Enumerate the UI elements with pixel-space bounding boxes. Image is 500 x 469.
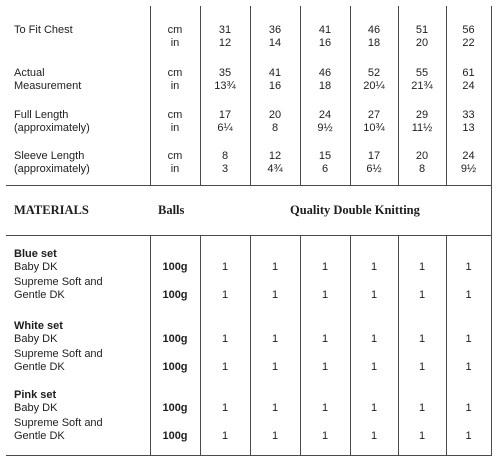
sleeve-in-cell: 6½	[366, 163, 382, 175]
ball-count-cell: 1	[321, 333, 329, 345]
quality-heading: Quality Double Knitting	[290, 203, 420, 217]
ball-count-cell: 1	[418, 289, 426, 301]
sleeve-cm-cell: 17	[367, 150, 381, 162]
section-divider	[6, 235, 492, 236]
chest-cm-cell: 46	[367, 24, 381, 36]
ball-count-cell: 1	[321, 289, 329, 301]
ball-weight: 100g	[162, 333, 188, 345]
actual-in-cell: 21¾	[411, 80, 433, 92]
actual-in-cell: 24	[462, 80, 475, 92]
ball-count-cell: 1	[321, 402, 329, 414]
row-label-sleeve: Sleeve Length	[14, 150, 85, 162]
chest-cm-cell: 36	[268, 24, 282, 36]
unit-cm: cm	[167, 24, 183, 36]
actual-cm-cell: 46	[318, 67, 332, 79]
length-cm-cell: 17	[218, 109, 232, 121]
actual-in-cell: 16	[268, 80, 282, 92]
yarn-label: Baby DK	[14, 261, 58, 273]
set-name-pink: Pink set	[14, 389, 57, 401]
actual-cm-cell: 41	[268, 67, 282, 79]
unit-cm: cm	[167, 150, 183, 162]
length-cm-cell: 27	[367, 109, 381, 121]
table-bottom-edge	[6, 455, 492, 456]
yarn-label: Baby DK	[14, 333, 58, 345]
table-right-edge	[491, 6, 492, 456]
chest-in-cell: 16	[318, 37, 332, 49]
ball-count-cell: 1	[271, 261, 279, 273]
ball-count-cell: 1	[418, 361, 426, 373]
ball-count-cell: 1	[221, 261, 229, 273]
ball-count-cell: 1	[370, 289, 378, 301]
ball-count-cell: 1	[370, 402, 378, 414]
sleeve-in-cell: 9½	[460, 163, 477, 175]
ball-weight: 100g	[162, 430, 188, 442]
yarn-label: Gentle DK	[14, 430, 65, 442]
sleeve-cm-cell: 8	[221, 150, 229, 162]
unit-in: in	[170, 37, 180, 49]
chest-in-cell: 12	[218, 37, 232, 49]
unit-cm: cm	[167, 67, 183, 79]
unit-in: in	[170, 80, 180, 92]
ball-count-cell: 1	[321, 361, 329, 373]
ball-count-cell: 1	[465, 361, 472, 373]
ball-count-cell: 1	[465, 333, 472, 345]
length-in-cell: 13	[462, 122, 475, 134]
yarn-label: Supreme Soft and	[14, 348, 103, 360]
actual-cm-cell: 52	[367, 67, 381, 79]
chest-cm-cell: 31	[218, 24, 232, 36]
ball-count-cell: 1	[271, 402, 279, 414]
unit-in: in	[170, 122, 180, 134]
yarn-label: Gentle DK	[14, 361, 65, 373]
actual-in-cell: 20¼	[363, 80, 385, 92]
actual-cm-cell: 55	[415, 67, 429, 79]
ball-count-cell: 1	[465, 430, 472, 442]
chest-in-cell: 14	[268, 37, 282, 49]
row-label-actual: Actual	[14, 67, 45, 79]
sleeve-in-cell: 8	[418, 163, 426, 175]
yarn-label: Gentle DK	[14, 289, 65, 301]
ball-count-cell: 1	[221, 289, 229, 301]
materials-heading: MATERIALS	[14, 203, 89, 217]
row-label-actual: Measurement	[14, 80, 82, 92]
row-label-sleeve: (approximately)	[14, 163, 90, 175]
length-in-cell: 8	[271, 122, 279, 134]
sleeve-in-cell: 4¾	[267, 163, 283, 175]
ball-weight: 100g	[162, 289, 188, 301]
ball-weight: 100g	[162, 261, 188, 273]
ball-weight: 100g	[162, 402, 188, 414]
ball-count-cell: 1	[271, 289, 279, 301]
set-name-white: White set	[14, 320, 63, 332]
unit-cm: cm	[167, 109, 183, 121]
row-label-chest: To Fit Chest	[14, 24, 73, 36]
ball-count-cell: 1	[271, 333, 279, 345]
length-in-cell: 11½	[411, 122, 433, 134]
yarn-label: Supreme Soft and	[14, 417, 103, 429]
actual-in-cell: 13¾	[214, 80, 236, 92]
ball-count-cell: 1	[221, 402, 229, 414]
ball-count-cell: 1	[465, 402, 472, 414]
ball-count-cell: 1	[271, 361, 279, 373]
ball-weight: 100g	[162, 361, 188, 373]
ball-count-cell: 1	[271, 430, 279, 442]
chest-cm-cell: 56	[462, 24, 475, 36]
actual-cm-cell: 61	[462, 67, 475, 79]
chest-in-cell: 20	[415, 37, 429, 49]
actual-cm-cell: 35	[218, 67, 232, 79]
chest-cm-cell: 51	[415, 24, 429, 36]
length-cm-cell: 20	[268, 109, 282, 121]
ball-count-cell: 1	[221, 430, 229, 442]
chest-in-cell: 18	[367, 37, 381, 49]
length-in-cell: 6¼	[217, 122, 233, 134]
unit-in: in	[170, 163, 180, 175]
ball-count-cell: 1	[321, 430, 329, 442]
ball-count-cell: 1	[370, 261, 378, 273]
ball-count-cell: 1	[370, 361, 378, 373]
ball-count-cell: 1	[465, 289, 472, 301]
ball-count-cell: 1	[418, 261, 426, 273]
length-cm-cell: 24	[318, 109, 332, 121]
ball-count-cell: 1	[321, 261, 329, 273]
row-label-length: (approximately)	[14, 122, 90, 134]
sleeve-cm-cell: 15	[318, 150, 332, 162]
sleeve-cm-cell: 24	[462, 150, 475, 162]
ball-count-cell: 1	[370, 333, 378, 345]
length-cm-cell: 29	[415, 109, 429, 121]
ball-count-cell: 1	[370, 430, 378, 442]
sleeve-in-cell: 3	[221, 163, 229, 175]
sleeve-in-cell: 6	[321, 163, 329, 175]
chest-cm-cell: 41	[318, 24, 332, 36]
ball-count-cell: 1	[221, 333, 229, 345]
row-label-length: Full Length	[14, 109, 69, 121]
length-in-cell: 10¾	[363, 122, 385, 134]
ball-count-cell: 1	[418, 430, 426, 442]
set-name-blue: Blue set	[14, 248, 57, 260]
ball-count-cell: 1	[418, 333, 426, 345]
length-in-cell: 9½	[317, 122, 333, 134]
balls-heading: Balls	[158, 203, 185, 217]
sleeve-cm-cell: 20	[415, 150, 429, 162]
yarn-label: Supreme Soft and	[14, 276, 103, 288]
ball-count-cell: 1	[465, 261, 472, 273]
actual-in-cell: 18	[318, 80, 332, 92]
ball-count-cell: 1	[221, 361, 229, 373]
sleeve-cm-cell: 12	[268, 150, 282, 162]
chest-in-cell: 22	[462, 37, 475, 49]
ball-count-cell: 1	[418, 402, 426, 414]
length-cm-cell: 33	[462, 109, 475, 121]
yarn-label: Baby DK	[14, 402, 58, 414]
